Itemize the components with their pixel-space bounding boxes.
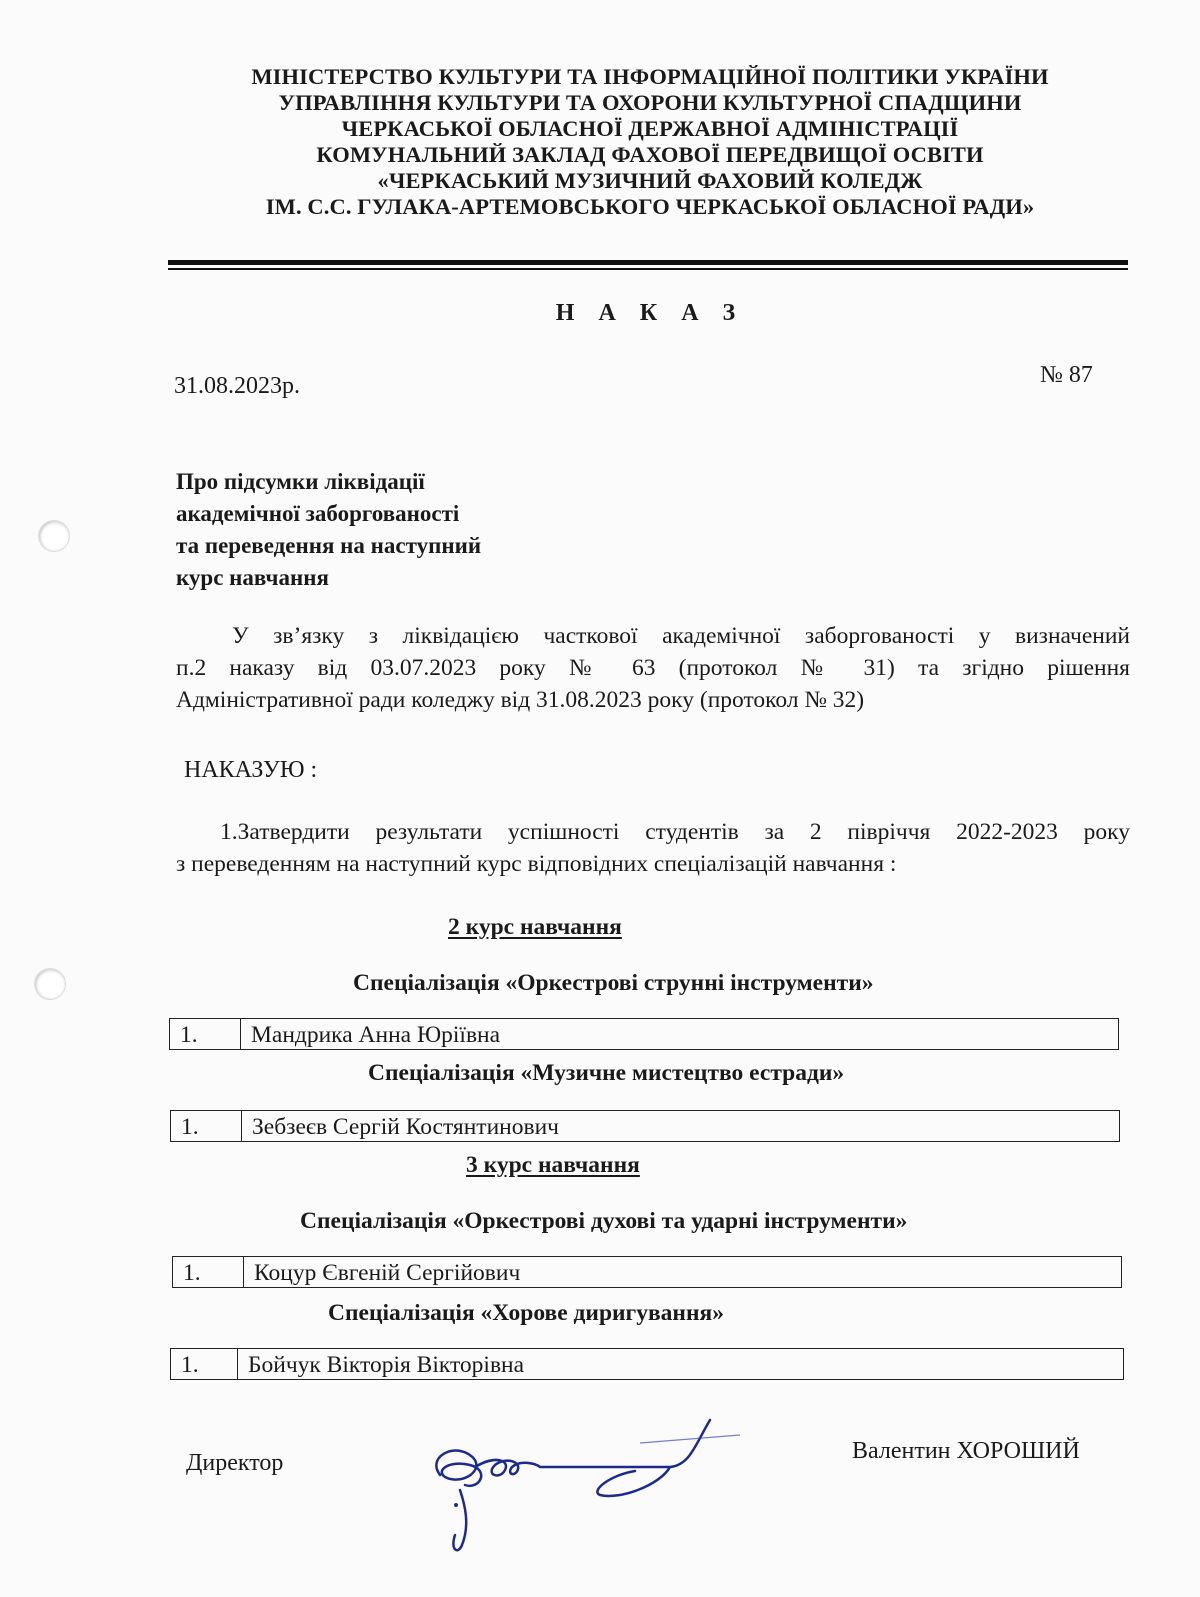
student-name: Бойчук Вікторія Вікторівна — [248, 1352, 525, 1378]
header-line: КОМУНАЛЬНИЙ ЗАКЛАД ФАХОВОЇ ПЕРЕДВИЩОЇ ОСВІТИ — [316, 142, 984, 167]
subject-line: та переведення на наступний — [176, 533, 482, 558]
row-number: 1. — [171, 1111, 242, 1141]
header-line: «ЧЕРКАСЬКИЙ МУЗИЧНИЙ ФАХОВИЙ КОЛЕДЖ — [377, 168, 923, 193]
subject-line: Про підсумки ліквідації — [176, 469, 425, 494]
student-row — [169, 1018, 1119, 1050]
handwritten-signature — [420, 1405, 750, 1555]
punch-hole — [34, 968, 66, 1000]
order-directive: НАКАЗУЮ : — [184, 757, 318, 783]
signatory-name: Валентин ХОРОШИЙ — [852, 1438, 1080, 1464]
student-row — [170, 1348, 1124, 1380]
row-number: 1. — [173, 1257, 244, 1287]
subject-line: академічної заборгованості — [176, 501, 460, 526]
header-line: УПРАВЛІННЯ КУЛЬТУРИ ТА ОХОРОНИ КУЛЬТУРНОЇ СПАДЩИНИ — [278, 90, 1022, 115]
header-line: МІНІСТЕРСТВО КУЛЬТУРИ ТА ІНФОРМАЦІЙНОЇ ПОЛІТИКИ УКРАЇНИ — [251, 64, 1049, 89]
course-3-heading: 3 курс навчання — [466, 1152, 640, 1178]
student-row — [170, 1110, 1120, 1142]
institution-header — [170, 64, 1130, 220]
item-1-line: з переведенням на наступний курс відповідних спеціалізацій навчання : — [176, 851, 897, 877]
student-row — [172, 1256, 1122, 1288]
course-2-heading: 2 курс навчання — [448, 914, 622, 940]
preamble-line: Адміністративної ради коледжу від 31.08.2023 року (протокол № 32) — [176, 687, 865, 713]
signatory-role: Директор — [186, 1450, 284, 1476]
specialization-heading: Спеціалізація «Хорове диригування» — [328, 1300, 724, 1326]
header-line: ЧЕРКАСЬКОЇ ОБЛАСНОЇ ДЕРЖАВНОЇ АДМІНІСТРАЦІЇ — [341, 116, 959, 141]
specialization-heading: Спеціалізація «Оркестрові струнні інструменти» — [353, 970, 874, 996]
document-title: Н А К А З — [555, 300, 745, 326]
specialization-heading: Спеціалізація «Музичне мистецтво естради» — [368, 1060, 845, 1086]
header-divider-thin — [168, 268, 1128, 270]
specialization-heading: Спеціалізація «Оркестрові духові та ударні інструменти» — [300, 1208, 908, 1234]
item-1-line: 1.Затвердити результати успішності студентів за 2 півріччя 2022-2023 року — [220, 819, 1130, 845]
row-number: 1. — [170, 1019, 241, 1049]
order-subject — [176, 466, 481, 594]
row-number: 1. — [171, 1349, 238, 1379]
punch-hole — [38, 520, 70, 552]
preamble-line: У зв’язку з ліквідацією часткової академічної заборгованості у визначений — [232, 623, 1130, 649]
preamble-paragraph — [176, 620, 1130, 716]
student-name: Коцур Євгеній Сергійович — [254, 1260, 521, 1286]
header-divider-thick — [168, 260, 1128, 265]
student-name: Зебзеєв Сергій Костянтинович — [252, 1114, 559, 1140]
order-number: № 87 — [1040, 362, 1093, 388]
student-name: Мандрика Анна Юріївна — [251, 1022, 501, 1048]
subject-line: курс навчання — [176, 565, 329, 590]
item-1-paragraph — [176, 816, 1130, 880]
order-date: 31.08.2023р. — [174, 373, 300, 399]
preamble-line: п.2 наказу від 03.07.2023 року № 63 (протокол № 31) та згідно рішення — [176, 655, 1130, 681]
header-line: ІМ. С.С. ГУЛАКА-АРТЕМОВСЬКОГО ЧЕРКАСЬКОЇ ОБЛАСНОЇ РАДИ» — [265, 194, 1035, 219]
